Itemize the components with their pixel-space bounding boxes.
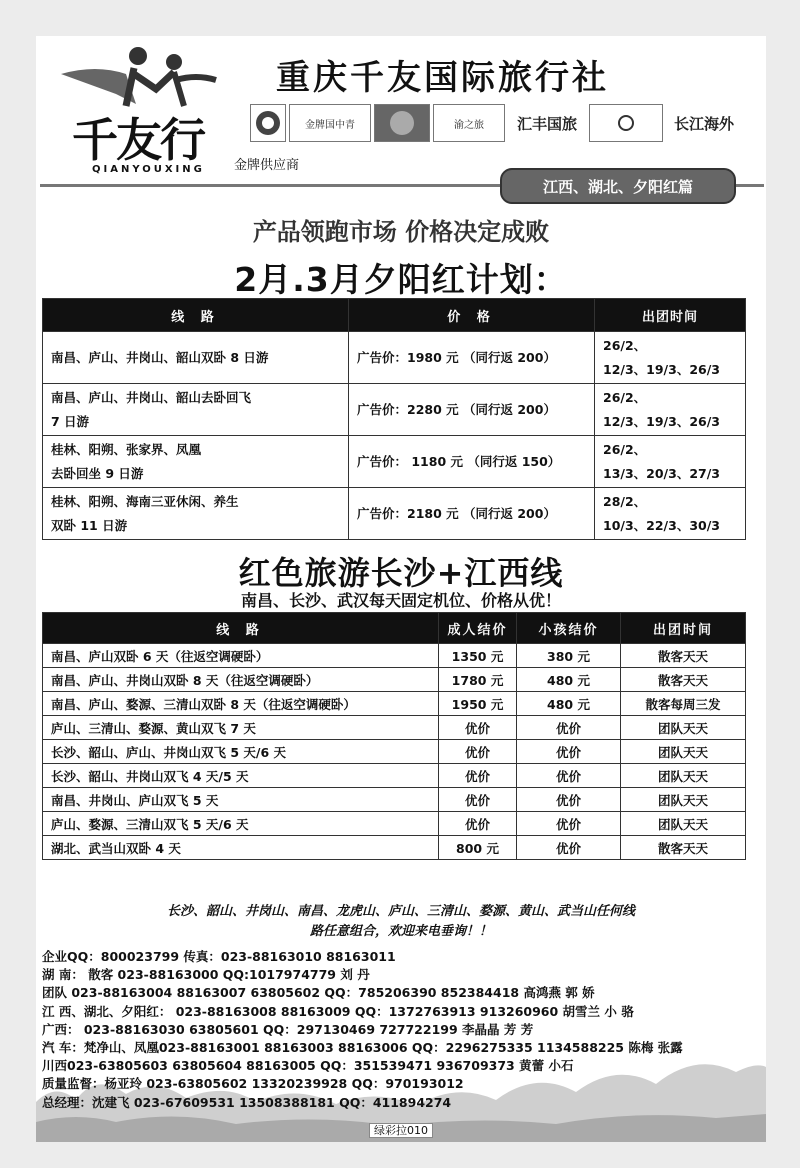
child-price-cell: 优价	[517, 788, 621, 812]
date-text: 26/2、	[603, 389, 647, 405]
col-departure: 出团时间	[595, 299, 746, 332]
departure-cell: 团队天天	[621, 764, 746, 788]
brand-logo-6	[589, 104, 663, 142]
child-price-cell: 优价	[517, 836, 621, 860]
col-price: 价 格	[349, 299, 595, 332]
date-text: 12/3、19/3、26/3	[603, 413, 720, 429]
contact-line: 湖 南： 散客 023-88163000 QQ:1017974779 刘 丹	[42, 967, 370, 983]
col-route: 线 路	[43, 299, 349, 332]
table-row	[43, 740, 746, 764]
child-price-cell: 优价	[517, 764, 621, 788]
brand-logo-5: 汇丰国旅	[508, 104, 586, 142]
table-row	[43, 764, 746, 788]
table-row	[43, 692, 746, 716]
red-tour-table	[42, 612, 746, 860]
supplier-label: 金牌供应商	[234, 158, 300, 173]
route-cell: 庐山、婺源、三清山双飞 5 天/6 天	[43, 812, 439, 836]
child-price-cell: 480 元	[517, 692, 621, 716]
brand-emblem-icon	[254, 109, 282, 137]
route-text: 南昌、庐山、井岗山、韶山去卧回飞	[51, 389, 252, 405]
contact-line: 总经理：沈建飞 023-67609531 13508388181 QQ：411894274	[42, 1094, 452, 1110]
child-price-cell: 480 元	[517, 668, 621, 692]
scenic-line: 长沙、韶山、井岗山、南昌、龙虎山、庐山、三清山、婺源、黄山、武当山任何线	[166, 904, 635, 919]
contact-line: 汽 车：梵净山、凤凰023-88163001 88163003 88163006 QQ：2296275335 1134588225 陈梅 张露	[42, 1039, 683, 1055]
brand-logo-2: 金牌国中青	[289, 104, 371, 142]
company-title: 重庆千友国际旅行社	[276, 58, 609, 98]
contact-info	[42, 948, 762, 1112]
route-cell: 南昌、庐山双卧 6 天（往返空调硬卧）	[43, 644, 439, 668]
table-row	[43, 788, 746, 812]
table-row	[43, 716, 746, 740]
dates-cell	[595, 384, 746, 436]
contact-line: 团队 023-88163004 88163007 63805602 QQ：785206390 852384418 高鸿燕 郭 娇	[42, 985, 595, 1001]
price-cell: 广告价： 1180 元 （同行返 150）	[349, 436, 595, 488]
route-text: 南昌、庐山、井岗山、韶山双卧 8 日游	[51, 349, 269, 365]
scenic-line: 路任意组合，欢迎来电垂询！！	[309, 924, 492, 939]
scenic-spots	[36, 902, 766, 942]
route-cell: 长沙、韶山、井岗山双飞 4 天/5 天	[43, 764, 439, 788]
table-row	[43, 488, 746, 540]
departure-cell: 散客天天	[621, 668, 746, 692]
route-cell: 南昌、井岗山、庐山双飞 5 天	[43, 788, 439, 812]
route-cell: 南昌、庐山、婺源、三清山双卧 8 天（往返空调硬卧）	[43, 692, 439, 716]
table-row	[43, 668, 746, 692]
contact-line: 企业QQ：800023799 传真：023-88163010 88163011	[42, 949, 396, 964]
route-text: 桂林、阳朔、海南三亚休闲、养生	[51, 493, 239, 509]
red-tour-subtitle: 南昌、长沙、武汉每天固定机位、价格从优！	[240, 591, 561, 610]
ad-sheet	[36, 36, 766, 1142]
departure-cell: 团队天天	[621, 716, 746, 740]
logo-english: QIANYOUXING	[92, 164, 205, 175]
table-row	[43, 332, 746, 384]
child-price-cell: 优价	[517, 740, 621, 764]
contact-line: 川西023-63805603 63805604 88163005 QQ：351539471 936709373 黄蕾 小石	[42, 1058, 574, 1074]
route-cell: 湖北、武当山双卧 4 天	[43, 836, 439, 860]
child-price-cell: 380 元	[517, 644, 621, 668]
sunset-plan-table	[42, 298, 746, 540]
departure-cell: 散客每周三发	[621, 692, 746, 716]
price-cell: 广告价：2180 元 （同行返 200）	[349, 488, 595, 540]
contact-line: 江 西、湖北、夕阳红： 023-88163008 88163009 QQ：1372763913 913260960 胡雪兰 小 骆	[42, 1003, 634, 1019]
date-text: 13/3、20/3、27/3	[603, 465, 720, 481]
adult-price-cell: 优价	[439, 716, 517, 740]
route-text: 去卧回坐 9 日游	[51, 465, 144, 481]
section-tag: 江西、湖北、夕阳红篇	[500, 168, 736, 204]
route-cell	[43, 384, 349, 436]
adult-price-cell: 800 元	[439, 836, 517, 860]
dates-cell	[595, 436, 746, 488]
footer-code: 绿彩拉010	[369, 1123, 433, 1138]
col-departure: 出团时间	[621, 613, 746, 644]
table-row	[43, 836, 746, 860]
company-logo	[56, 44, 236, 176]
departure-cell: 团队天天	[621, 812, 746, 836]
date-text: 10/3、22/3、30/3	[603, 517, 720, 533]
route-text: 7 日游	[51, 413, 90, 429]
adult-price-cell: 1950 元	[439, 692, 517, 716]
adult-price-cell: 1780 元	[439, 668, 517, 692]
red-tour-title: 红色旅游长沙+江西线	[238, 554, 564, 592]
route-cell	[43, 332, 349, 384]
adult-price-cell: 优价	[439, 812, 517, 836]
col-adult: 成人结价	[439, 613, 517, 644]
date-text: 12/3、19/3、26/3	[603, 361, 720, 377]
adult-price-cell: 1350 元	[439, 644, 517, 668]
logo-text: 千友行	[72, 113, 204, 167]
contact-line: 广西： 023-88163030 63805601 QQ：297130469 727722199 李晶晶 芳 芳	[42, 1021, 534, 1037]
route-cell: 长沙、韶山、庐山、井岗山双飞 5 天/6 天	[43, 740, 439, 764]
departure-cell: 散客天天	[621, 644, 746, 668]
table-row	[43, 812, 746, 836]
brand-logo-1	[250, 104, 286, 142]
child-price-cell: 优价	[517, 716, 621, 740]
partner-brands	[250, 104, 742, 142]
route-cell: 南昌、庐山、井岗山双卧 8 天（往返空调硬卧）	[43, 668, 439, 692]
adult-price-cell: 优价	[439, 788, 517, 812]
date-text: 26/2、	[603, 441, 647, 457]
date-text: 26/2、	[603, 337, 647, 353]
table-row	[43, 384, 746, 436]
flower-emblem-icon	[616, 113, 636, 133]
child-price-cell: 优价	[517, 812, 621, 836]
route-text: 双卧 11 日游	[51, 517, 128, 533]
slogan: 产品领跑市场 价格决定成败	[252, 218, 550, 246]
adult-price-cell: 优价	[439, 764, 517, 788]
lion-image-icon	[378, 108, 426, 138]
route-cell	[43, 488, 349, 540]
date-text: 28/2、	[603, 493, 647, 509]
col-route: 线 路	[43, 613, 439, 644]
departure-cell: 团队天天	[621, 788, 746, 812]
brand-logo-4: 渝之旅	[433, 104, 505, 142]
contact-line: 质量监督：杨亚玲 023-63805602 13320239928 QQ：970193012	[42, 1076, 464, 1092]
table-row	[43, 644, 746, 668]
brand-logo-7: 长江海外	[666, 104, 742, 142]
route-text: 桂林、阳朔、张家界、凤凰	[51, 441, 202, 457]
route-cell: 庐山、三清山、婺源、黄山双飞 7 天	[43, 716, 439, 740]
dates-cell	[595, 332, 746, 384]
route-cell	[43, 436, 349, 488]
price-cell: 广告价：2280 元 （同行返 200）	[349, 384, 595, 436]
adult-price-cell: 优价	[439, 740, 517, 764]
col-child: 小孩结价	[517, 613, 621, 644]
price-cell: 广告价：1980 元 （同行返 200）	[349, 332, 595, 384]
dates-cell	[595, 488, 746, 540]
brand-logo-3	[374, 104, 430, 142]
departure-cell: 散客天天	[621, 836, 746, 860]
page-footer	[36, 1122, 766, 1138]
table-row	[43, 436, 746, 488]
departure-cell: 团队天天	[621, 740, 746, 764]
plan-title: 2月.3月夕阳红计划：	[234, 260, 568, 299]
